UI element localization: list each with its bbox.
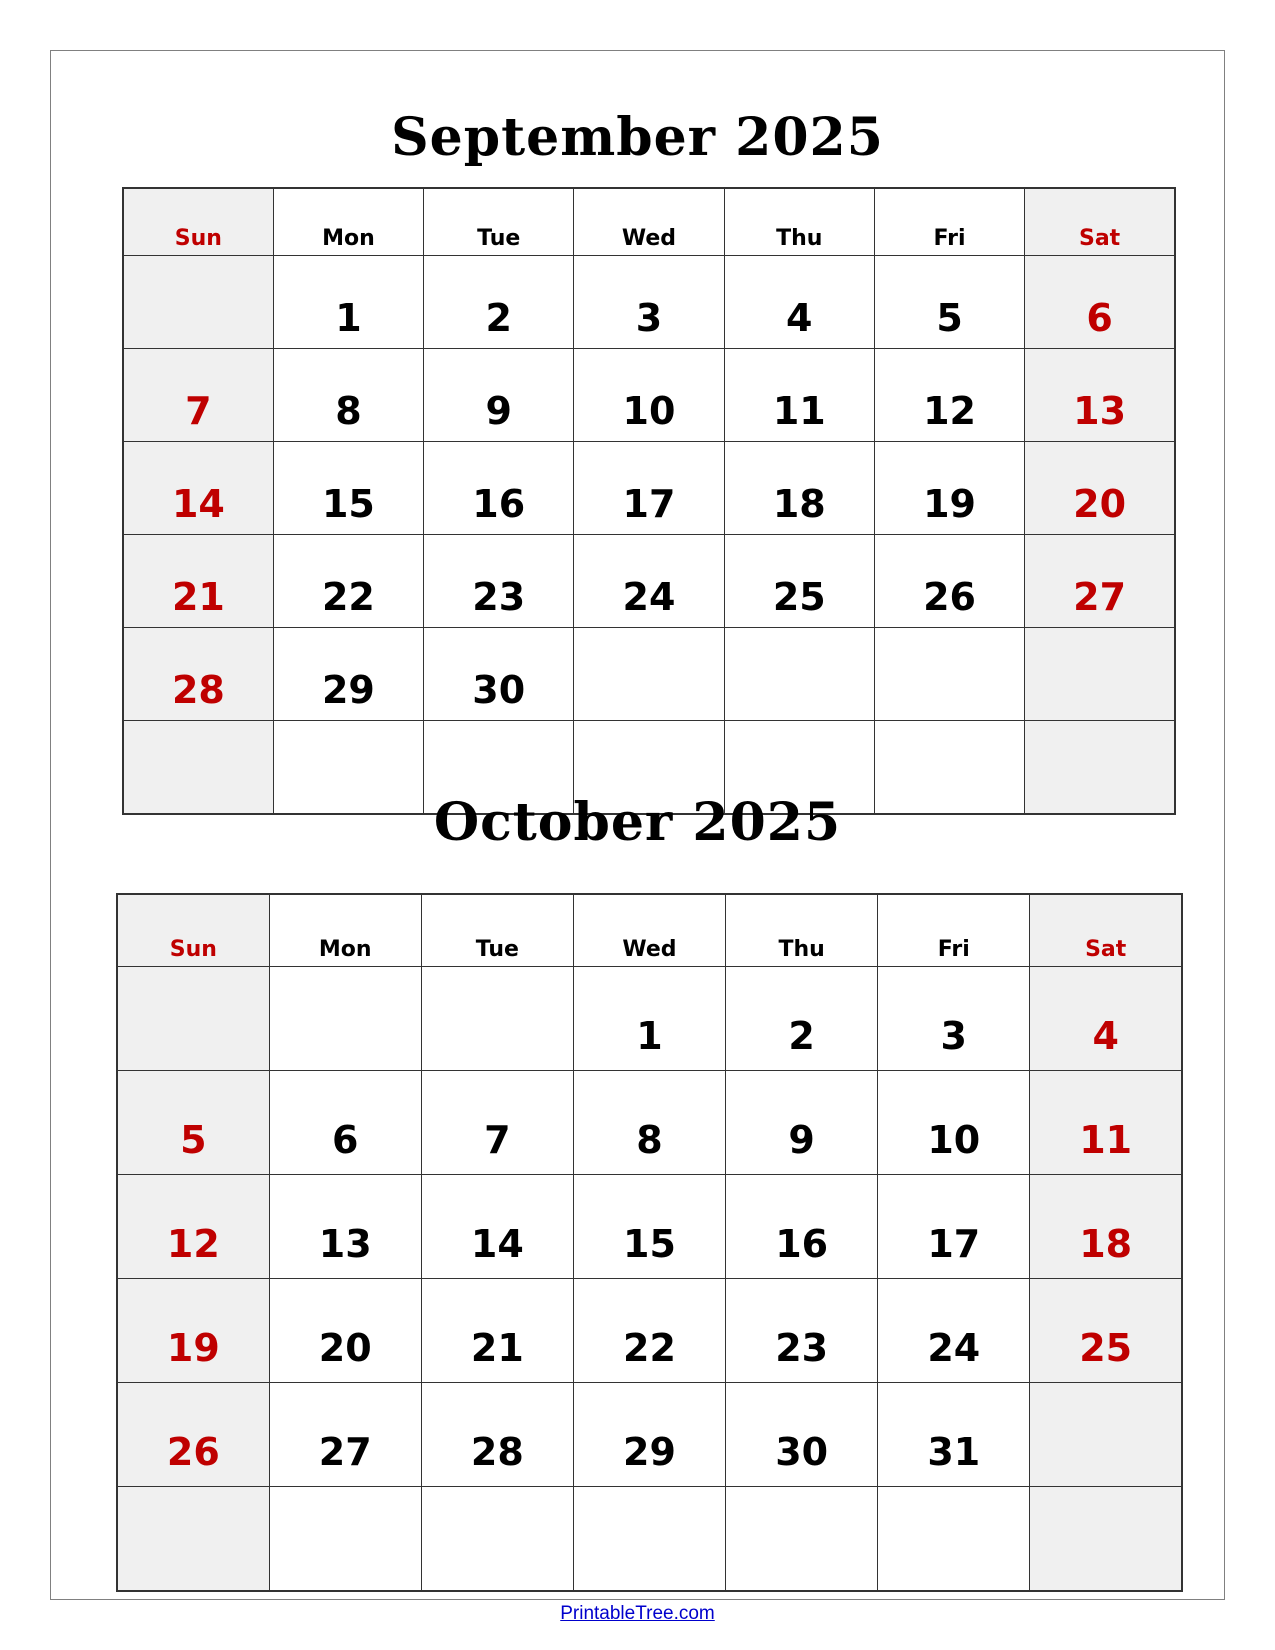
weekday-header-row	[123, 188, 1175, 256]
day-cell: 21	[421, 1279, 573, 1383]
day-cell: 29	[273, 628, 423, 721]
day-cell: 18	[1030, 1175, 1182, 1279]
day-cell: 31	[878, 1383, 1030, 1487]
day-cell	[1030, 1487, 1182, 1592]
weekday-header-row	[117, 894, 1182, 967]
day-cell: 27	[1025, 535, 1175, 628]
week-row	[123, 349, 1175, 442]
day-cell: 1	[273, 256, 423, 349]
weekday-tue: Tue	[421, 894, 573, 967]
day-cell: 16	[726, 1175, 878, 1279]
day-cell: 7	[421, 1071, 573, 1175]
week-row	[117, 1487, 1182, 1592]
october-title: October 2025	[433, 792, 842, 853]
day-cell: 28	[123, 628, 273, 721]
week-row	[117, 1279, 1182, 1383]
day-cell	[573, 1487, 725, 1592]
day-cell: 6	[1025, 256, 1175, 349]
day-cell: 24	[878, 1279, 1030, 1383]
footer-link[interactable]: PrintableTree.com	[560, 1603, 715, 1624]
day-cell: 23	[726, 1279, 878, 1383]
weekday-fri: Fri	[878, 894, 1030, 967]
week-row	[123, 442, 1175, 535]
day-cell: 12	[117, 1175, 269, 1279]
day-cell	[421, 967, 573, 1071]
day-cell: 3	[878, 967, 1030, 1071]
week-row	[123, 256, 1175, 349]
weekday-sun: Sun	[117, 894, 269, 967]
day-cell	[421, 1487, 573, 1592]
day-cell: 25	[724, 535, 874, 628]
day-cell: 19	[874, 442, 1024, 535]
day-cell: 20	[269, 1279, 421, 1383]
day-cell: 14	[421, 1175, 573, 1279]
weekday-fri: Fri	[874, 188, 1024, 256]
weekday-thu: Thu	[724, 188, 874, 256]
day-cell	[1025, 628, 1175, 721]
day-cell: 4	[1030, 967, 1182, 1071]
day-cell: 13	[269, 1175, 421, 1279]
day-cell: 15	[273, 442, 423, 535]
week-row	[123, 535, 1175, 628]
day-cell: 8	[273, 349, 423, 442]
day-cell: 10	[574, 349, 724, 442]
day-cell: 22	[573, 1279, 725, 1383]
day-cell: 14	[123, 442, 273, 535]
day-cell: 7	[123, 349, 273, 442]
day-cell: 21	[123, 535, 273, 628]
day-cell	[269, 1487, 421, 1592]
day-cell: 27	[269, 1383, 421, 1487]
september-calendar	[122, 187, 1176, 815]
day-cell	[878, 1487, 1030, 1592]
day-cell: 5	[874, 256, 1024, 349]
day-cell	[574, 628, 724, 721]
week-row	[117, 967, 1182, 1071]
day-cell: 26	[117, 1383, 269, 1487]
day-cell: 16	[424, 442, 574, 535]
day-cell: 2	[726, 967, 878, 1071]
day-cell: 13	[1025, 349, 1175, 442]
weekday-mon: Mon	[269, 894, 421, 967]
day-cell: 1	[573, 967, 725, 1071]
day-cell	[726, 1487, 878, 1592]
day-cell: 25	[1030, 1279, 1182, 1383]
day-cell: 22	[273, 535, 423, 628]
day-cell: 15	[573, 1175, 725, 1279]
day-cell: 9	[726, 1071, 878, 1175]
day-cell: 2	[424, 256, 574, 349]
day-cell: 23	[424, 535, 574, 628]
day-cell: 24	[574, 535, 724, 628]
day-cell: 17	[574, 442, 724, 535]
day-cell	[1030, 1383, 1182, 1487]
day-cell: 11	[1030, 1071, 1182, 1175]
weekday-wed: Wed	[573, 894, 725, 967]
day-cell	[117, 1487, 269, 1592]
weekday-sat: Sat	[1030, 894, 1182, 967]
day-cell: 3	[574, 256, 724, 349]
day-cell: 30	[726, 1383, 878, 1487]
september-title: September 2025	[391, 107, 884, 168]
day-cell: 12	[874, 349, 1024, 442]
weekday-sat: Sat	[1025, 188, 1175, 256]
day-cell: 9	[424, 349, 574, 442]
day-cell: 11	[724, 349, 874, 442]
day-cell: 19	[117, 1279, 269, 1383]
day-cell: 20	[1025, 442, 1175, 535]
day-cell: 28	[421, 1383, 573, 1487]
day-cell: 6	[269, 1071, 421, 1175]
day-cell: 26	[874, 535, 1024, 628]
week-row	[117, 1175, 1182, 1279]
day-cell	[123, 256, 273, 349]
week-row	[123, 628, 1175, 721]
week-row	[117, 1383, 1182, 1487]
day-cell: 4	[724, 256, 874, 349]
day-cell: 10	[878, 1071, 1030, 1175]
day-cell	[269, 967, 421, 1071]
day-cell	[724, 628, 874, 721]
day-cell: 18	[724, 442, 874, 535]
day-cell: 5	[117, 1071, 269, 1175]
day-cell: 17	[878, 1175, 1030, 1279]
day-cell: 30	[424, 628, 574, 721]
day-cell: 8	[573, 1071, 725, 1175]
weekday-wed: Wed	[574, 188, 724, 256]
day-cell	[874, 628, 1024, 721]
weekday-sun: Sun	[123, 188, 273, 256]
weekday-mon: Mon	[273, 188, 423, 256]
week-row	[117, 1071, 1182, 1175]
day-cell	[117, 967, 269, 1071]
october-calendar	[116, 893, 1183, 1592]
weekday-tue: Tue	[424, 188, 574, 256]
weekday-thu: Thu	[726, 894, 878, 967]
day-cell: 29	[573, 1383, 725, 1487]
